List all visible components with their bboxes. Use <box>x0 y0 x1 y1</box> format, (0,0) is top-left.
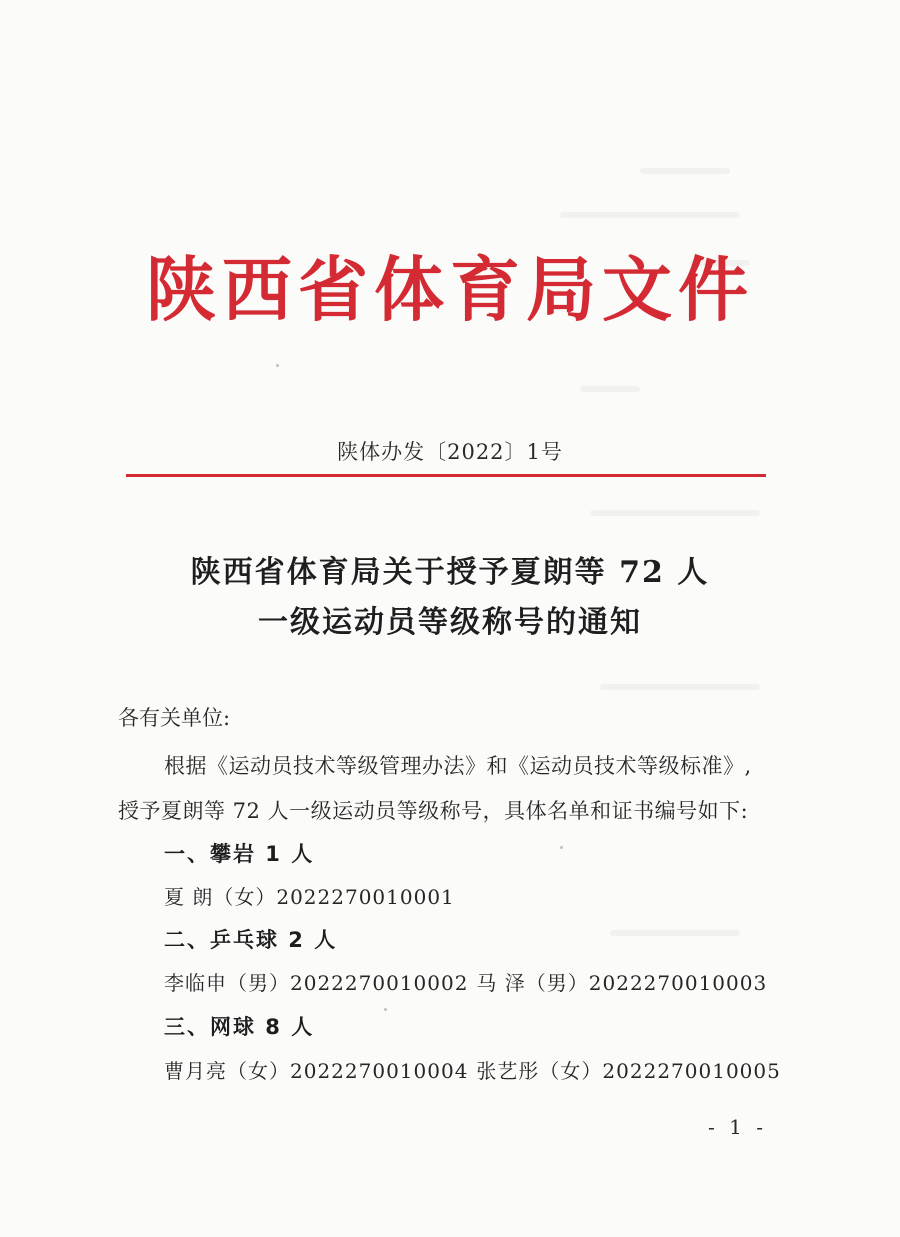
certificate-number: 2022270010001 <box>276 885 455 909</box>
athlete-gender: （男） <box>227 971 290 995</box>
scan-artifact <box>610 930 740 936</box>
athlete-gender: （男） <box>525 971 589 995</box>
section-heading-climbing: 一、攀岩 1 人 <box>164 842 315 866</box>
athlete-row <box>164 973 767 993</box>
certificate-number: 2022270010005 <box>602 1059 781 1083</box>
certificate-number: 2022270010002 <box>290 971 469 995</box>
athlete-name: 曹月亮 <box>164 1059 227 1083</box>
athlete-name: 马 泽 <box>476 971 526 995</box>
scan-artifact <box>640 168 730 174</box>
athlete-gender: （女） <box>227 1059 290 1083</box>
scan-speck <box>560 846 563 849</box>
document-number: 陕体办发〔2022〕1号 <box>337 440 563 464</box>
athlete-name: 李临申 <box>164 971 227 995</box>
certificate-number: 2022270010003 <box>588 971 768 995</box>
scan-artifact <box>600 684 760 690</box>
section-heading-table-tennis: 二、乒乓球 2 人 <box>164 928 338 952</box>
certificate-number: 2022270010004 <box>290 1059 469 1083</box>
scan-artifact <box>580 386 640 392</box>
athlete-gender: （女） <box>539 1059 603 1083</box>
red-divider-line <box>126 474 766 477</box>
athlete-name: 夏 朗 <box>164 885 214 909</box>
salutation: 各有关单位: <box>118 706 231 730</box>
body-paragraph-line-2: 授予夏朗等 72 人一级运动员等级称号，具体名单和证书编号如下: <box>118 799 749 823</box>
athlete-name: 张艺彤 <box>476 1059 540 1083</box>
scan-speck <box>384 1008 387 1011</box>
section-heading-tennis: 三、网球 8 人 <box>164 1015 315 1039</box>
page-number: - 1 - <box>708 1115 767 1139</box>
scan-speck <box>276 364 279 367</box>
athlete-row <box>164 1061 781 1081</box>
athlete-gender: （女） <box>213 885 277 909</box>
body-paragraph-line-1: 根据《运动员技术等级管理办法》和《运动员技术等级标准》, <box>164 754 752 778</box>
issuing-authority-title: 陕西省体育局文件 <box>146 249 754 331</box>
notice-title-line-2: 一级运动员等级称号的通知 <box>258 605 642 640</box>
scan-artifact <box>590 510 760 516</box>
scan-artifact <box>560 212 740 218</box>
notice-title-line-1: 陕西省体育局关于授予夏朗等 72 人 <box>190 555 710 590</box>
athlete-row <box>164 887 455 907</box>
